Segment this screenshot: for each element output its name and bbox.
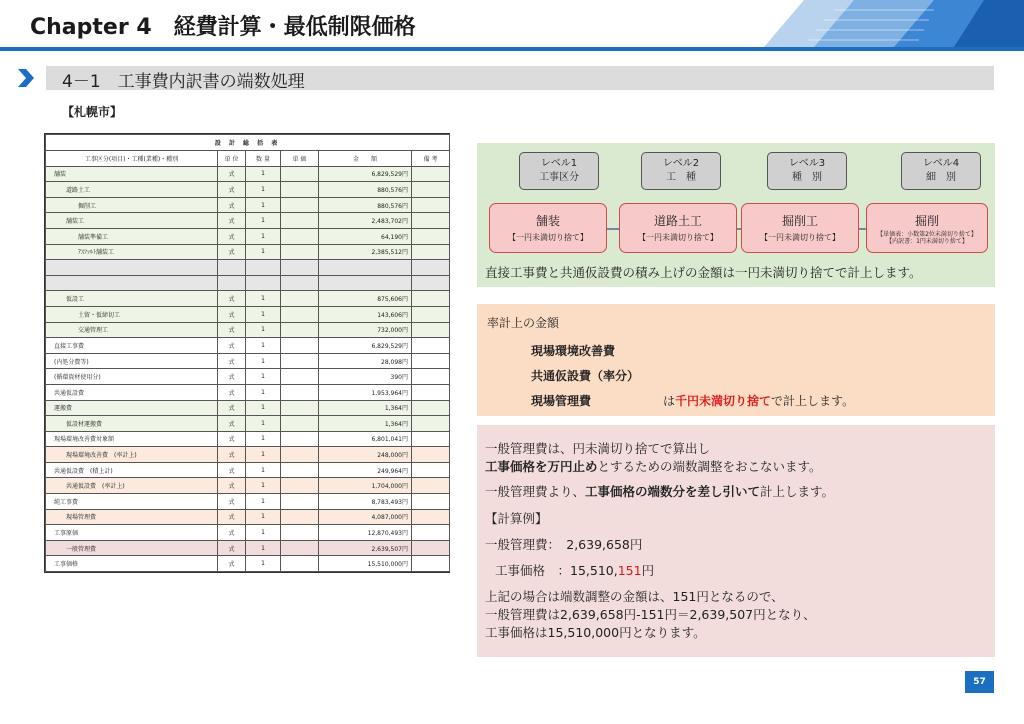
summary-table: [45, 134, 450, 572]
row-unit-price: [281, 338, 319, 354]
row-unit: [218, 275, 246, 291]
row-name: 仮設材運搬費: [46, 416, 218, 432]
row-name: 工事価格: [46, 556, 218, 572]
summary-line: 工事価格は15,510,000円となります。: [485, 625, 706, 640]
row-note: [412, 447, 450, 463]
row-qty: 1: [246, 213, 281, 229]
row-name: 舗装工: [46, 213, 218, 229]
row-amount: 12,870,493円: [319, 525, 412, 541]
table-header: 金 額: [319, 151, 412, 167]
row-note: [412, 228, 450, 244]
table-row: [46, 182, 450, 198]
row-amount: 1,364円: [319, 416, 412, 432]
section-title: 4－1 工事費内訳書の端数処理: [62, 72, 305, 92]
row-unit-price: [281, 291, 319, 307]
table-row: [46, 478, 450, 494]
explain-text: とするための端数調整をおこないます。: [597, 459, 822, 474]
summary-line: 上記の場合は端数調整の金額は、151円となるので、: [485, 589, 784, 604]
table-row: [46, 369, 450, 385]
explain-line: 一般管理費は、円未満切り捨てで算出し: [485, 441, 711, 456]
page-header: [0, 0, 1024, 50]
row-unit: 式: [218, 291, 246, 307]
table-row: [46, 353, 450, 369]
row-qty: 1: [246, 166, 281, 182]
row-qty: 1: [246, 322, 281, 338]
row-unit: 式: [218, 338, 246, 354]
row-unit-price: [281, 197, 319, 213]
row-qty: 1: [246, 540, 281, 556]
row-unit-price: [281, 431, 319, 447]
row-name: 現場環境改善費対象額: [46, 431, 218, 447]
table-row: [46, 431, 450, 447]
row-note: [412, 540, 450, 556]
row-amount: 143,606円: [319, 306, 412, 322]
table-header: 単 位: [218, 151, 246, 167]
row-name: 共通仮設費 (率計上): [46, 478, 218, 494]
row-name: 土留・仮締切工: [46, 306, 218, 322]
row-qty: 1: [246, 509, 281, 525]
table-header: 単 価: [281, 151, 319, 167]
rate-rule-post: で計上します。: [771, 394, 855, 408]
example-admin-cost: 一般管理費： 2,639,658円: [485, 537, 643, 552]
row-unit-price: [281, 494, 319, 510]
level-1-box: [519, 152, 599, 190]
explain-line: [485, 482, 834, 500]
table-header: 備 考: [412, 151, 450, 167]
row-amount: 2,639,507円: [319, 540, 412, 556]
row-qty: 1: [246, 353, 281, 369]
row-amount: 8,783,493円: [319, 494, 412, 510]
row-unit-price: [281, 462, 319, 478]
row-unit-price: [281, 228, 319, 244]
row-note: [412, 197, 450, 213]
table-row: [46, 400, 450, 416]
row-unit: 式: [218, 228, 246, 244]
table-row: [46, 306, 450, 322]
row-note: [412, 525, 450, 541]
row-note: [412, 478, 450, 494]
row-unit-price: [281, 540, 319, 556]
row-note: [412, 494, 450, 510]
row-amount: 2,483,702円: [319, 213, 412, 229]
page-number: 57: [965, 671, 994, 693]
row-amount: 1,704,000円: [319, 478, 412, 494]
table-row: [46, 384, 450, 400]
row-unit-price: [281, 509, 319, 525]
row-unit: 式: [218, 369, 246, 385]
row-unit-price: [281, 182, 319, 198]
rate-rule-highlight: 千円未満切り捨て: [675, 394, 772, 408]
row-unit-price: [281, 447, 319, 463]
row-note: [412, 260, 450, 276]
row-unit: 式: [218, 462, 246, 478]
level-4-box: [901, 152, 981, 190]
level-3-box: [767, 152, 847, 190]
explain-bold: 工事価格を万円止め: [485, 459, 598, 474]
item-note: 【一円未満切り捨て】: [508, 233, 588, 242]
row-amount: 880,576円: [319, 197, 412, 213]
row-amount: [319, 275, 412, 291]
row-amount: 28,098円: [319, 353, 412, 369]
row-note: [412, 369, 450, 385]
row-unit-price: [281, 213, 319, 229]
item-box-pavement: [489, 203, 607, 253]
chevron-right-icon: [16, 67, 36, 89]
row-unit-price: [281, 306, 319, 322]
table-header-row: [46, 151, 450, 167]
row-qty: 1: [246, 306, 281, 322]
rate-item: 現場管理費: [531, 394, 592, 408]
row-unit-price: [281, 400, 319, 416]
row-amount: 6,829,529円: [319, 338, 412, 354]
table-row: [46, 540, 450, 556]
row-unit: 式: [218, 416, 246, 432]
row-qty: [246, 275, 281, 291]
row-unit-price: [281, 275, 319, 291]
row-amount: 248,000円: [319, 447, 412, 463]
explain-text: 一般管理費より、: [485, 484, 586, 499]
row-amount: 249,964円: [319, 462, 412, 478]
row-unit: 式: [218, 494, 246, 510]
item-note: 【一円未満切り捨て】: [638, 233, 718, 242]
row-note: [412, 166, 450, 182]
row-unit: 式: [218, 322, 246, 338]
example-price: [495, 561, 654, 579]
table-header: 工事区分(項目)・工種(業種)・種別: [46, 151, 218, 167]
row-qty: 1: [246, 525, 281, 541]
row-name: 共通仮設費: [46, 384, 218, 400]
row-amount: 15,510,000円: [319, 556, 412, 572]
row-name: (内処分費等): [46, 353, 218, 369]
section-bar: [46, 66, 994, 90]
row-qty: 1: [246, 244, 281, 260]
row-unit: 式: [218, 400, 246, 416]
row-note: [412, 213, 450, 229]
table-row: [46, 556, 450, 572]
row-qty: 1: [246, 478, 281, 494]
table-header: 数 量: [246, 151, 281, 167]
row-qty: 1: [246, 369, 281, 385]
rate-item: 共通仮設費（率分）: [531, 369, 640, 383]
item-box-earthwork: [619, 203, 737, 253]
row-unit: 式: [218, 182, 246, 198]
row-unit: 式: [218, 525, 246, 541]
rounding-description: 直接工事費と共通仮設費の積み上げの金額は一円未満切り捨てで計上します。: [485, 265, 922, 280]
row-name: 現場管理費: [46, 509, 218, 525]
row-note: [412, 182, 450, 198]
row-unit-price: [281, 525, 319, 541]
row-unit: 式: [218, 244, 246, 260]
row-unit: 式: [218, 447, 246, 463]
example-heading: 【計算例】: [485, 511, 548, 526]
table-row: [46, 244, 450, 260]
row-amount: 4,087,000円: [319, 509, 412, 525]
rate-item: 現場環境改善費: [531, 344, 616, 358]
table-row: [46, 416, 450, 432]
table-row: [46, 525, 450, 541]
row-note: [412, 556, 450, 572]
explain-text: 計上します。: [760, 484, 835, 499]
row-name: 仮設工: [46, 291, 218, 307]
table-row: [46, 494, 450, 510]
table-row: [46, 213, 450, 229]
design-summary-table: [44, 133, 450, 573]
row-amount: 732,000円: [319, 322, 412, 338]
row-amount: 390円: [319, 369, 412, 385]
example-price-fraction: 151: [617, 563, 642, 578]
table-title-row: [46, 135, 450, 151]
row-name: 掘削工: [46, 197, 218, 213]
row-unit: 式: [218, 540, 246, 556]
example-price-pre: 工事価格 ：15,510,: [495, 563, 618, 578]
row-qty: [246, 260, 281, 276]
row-unit-price: [281, 369, 319, 385]
row-note: [412, 431, 450, 447]
row-unit-price: [281, 322, 319, 338]
row-amount: [319, 260, 412, 276]
table-row: [46, 462, 450, 478]
row-name: [46, 275, 218, 291]
level-label: レベル2 工 種: [662, 158, 700, 183]
row-note: [412, 400, 450, 416]
row-amount: 880,576円: [319, 182, 412, 198]
row-note: [412, 353, 450, 369]
table-row: [46, 447, 450, 463]
row-qty: 1: [246, 228, 281, 244]
row-qty: 1: [246, 182, 281, 198]
row-amount: 875,606円: [319, 291, 412, 307]
row-name: 運搬費: [46, 400, 218, 416]
row-amount: 6,801,041円: [319, 431, 412, 447]
row-note: [412, 509, 450, 525]
panel-heading: 率計上の金額: [487, 316, 560, 330]
row-note: [412, 244, 450, 260]
row-amount: 64,190円: [319, 228, 412, 244]
row-unit: [218, 260, 246, 276]
row-note: [412, 291, 450, 307]
row-unit-price: [281, 260, 319, 276]
row-qty: 1: [246, 447, 281, 463]
row-unit: 式: [218, 556, 246, 572]
row-name: (循環資材使用分): [46, 369, 218, 385]
row-amount: 1,364円: [319, 400, 412, 416]
row-name: 道路土工: [46, 182, 218, 198]
rate-amount-panel: [477, 304, 995, 416]
row-name: 一般管理費: [46, 540, 218, 556]
level-2-box: [641, 152, 721, 190]
row-unit-price: [281, 353, 319, 369]
chapter-title: Chapter 4 経費計算・最低制限価格: [30, 15, 416, 40]
general-admin-panel: [477, 425, 995, 657]
table-row: [46, 166, 450, 182]
table-row: [46, 509, 450, 525]
row-qty: 1: [246, 400, 281, 416]
item-box-excavation: [866, 203, 988, 253]
row-note: [412, 338, 450, 354]
table-row: [46, 275, 450, 291]
row-qty: 1: [246, 338, 281, 354]
level-label: レベル1 工事区分: [539, 158, 579, 183]
row-name: 直接工事費: [46, 338, 218, 354]
explain-bold: 工事価格の端数分を差し引いて: [585, 484, 761, 499]
row-unit: 式: [218, 431, 246, 447]
level-label: レベル3 種 別: [788, 158, 826, 183]
row-unit: 式: [218, 197, 246, 213]
row-qty: 1: [246, 416, 281, 432]
rate-rule: [663, 392, 854, 409]
row-name: 工事原価: [46, 525, 218, 541]
row-name: [46, 260, 218, 276]
row-amount: 2,385,512円: [319, 244, 412, 260]
row-unit-price: [281, 556, 319, 572]
row-unit: 式: [218, 213, 246, 229]
row-unit: 式: [218, 353, 246, 369]
summary-line: 一般管理費は2,639,658円-151円＝2,639,507円となり、: [485, 607, 816, 622]
table-row: [46, 291, 450, 307]
table-row: [46, 338, 450, 354]
row-unit: 式: [218, 384, 246, 400]
row-unit: 式: [218, 509, 246, 525]
item-name: 舗装: [535, 214, 560, 228]
item-name: 掘削工: [781, 214, 818, 228]
example-price-post: 円: [641, 563, 655, 578]
row-note: [412, 306, 450, 322]
table-row: [46, 322, 450, 338]
row-name: ｱｽﾌｧﾙﾄ舗装工: [46, 244, 218, 260]
row-name: 舗装: [46, 166, 218, 182]
row-note: [412, 322, 450, 338]
row-unit: 式: [218, 478, 246, 494]
table-row: [46, 260, 450, 276]
row-qty: 1: [246, 291, 281, 307]
header-building-image: [744, 0, 1024, 47]
table-row: [46, 228, 450, 244]
row-amount: 6,829,529円: [319, 166, 412, 182]
level-label: レベル4 細 別: [922, 158, 960, 183]
row-unit: 式: [218, 166, 246, 182]
item-name: 掘削: [914, 214, 939, 228]
rate-rule-pre: は: [663, 394, 676, 408]
explain-line: [485, 457, 822, 475]
item-note: 【単価表：小数第2位未満切り捨て】 【内訳書：1円未満切り捨て】: [877, 231, 977, 245]
item-box-excavation-work: [741, 203, 859, 253]
row-unit: 式: [218, 306, 246, 322]
row-name: 現場環境改善費 (率計上): [46, 447, 218, 463]
row-unit-price: [281, 478, 319, 494]
row-note: [412, 462, 450, 478]
row-qty: 1: [246, 197, 281, 213]
row-unit-price: [281, 384, 319, 400]
row-name: 交通管理工: [46, 322, 218, 338]
row-qty: 1: [246, 431, 281, 447]
row-qty: 1: [246, 384, 281, 400]
row-name: 共通仮設費 (積上計): [46, 462, 218, 478]
row-qty: 1: [246, 494, 281, 510]
row-qty: 1: [246, 556, 281, 572]
header-divider: [0, 47, 1024, 51]
item-name: 道路土工: [653, 214, 702, 228]
row-note: [412, 275, 450, 291]
table-row: [46, 197, 450, 213]
row-unit-price: [281, 166, 319, 182]
city-label: 【札幌市】: [62, 105, 123, 119]
hierarchy-panel: [477, 143, 995, 287]
row-unit-price: [281, 416, 319, 432]
row-name: 純工事費: [46, 494, 218, 510]
row-unit-price: [281, 244, 319, 260]
item-note: 【一円未満切り捨て】: [760, 233, 840, 242]
table-title: 設 計 総 括 表: [46, 135, 450, 151]
row-qty: 1: [246, 462, 281, 478]
row-note: [412, 384, 450, 400]
row-note: [412, 416, 450, 432]
row-amount: 1,953,964円: [319, 384, 412, 400]
row-name: 舗装準備工: [46, 228, 218, 244]
